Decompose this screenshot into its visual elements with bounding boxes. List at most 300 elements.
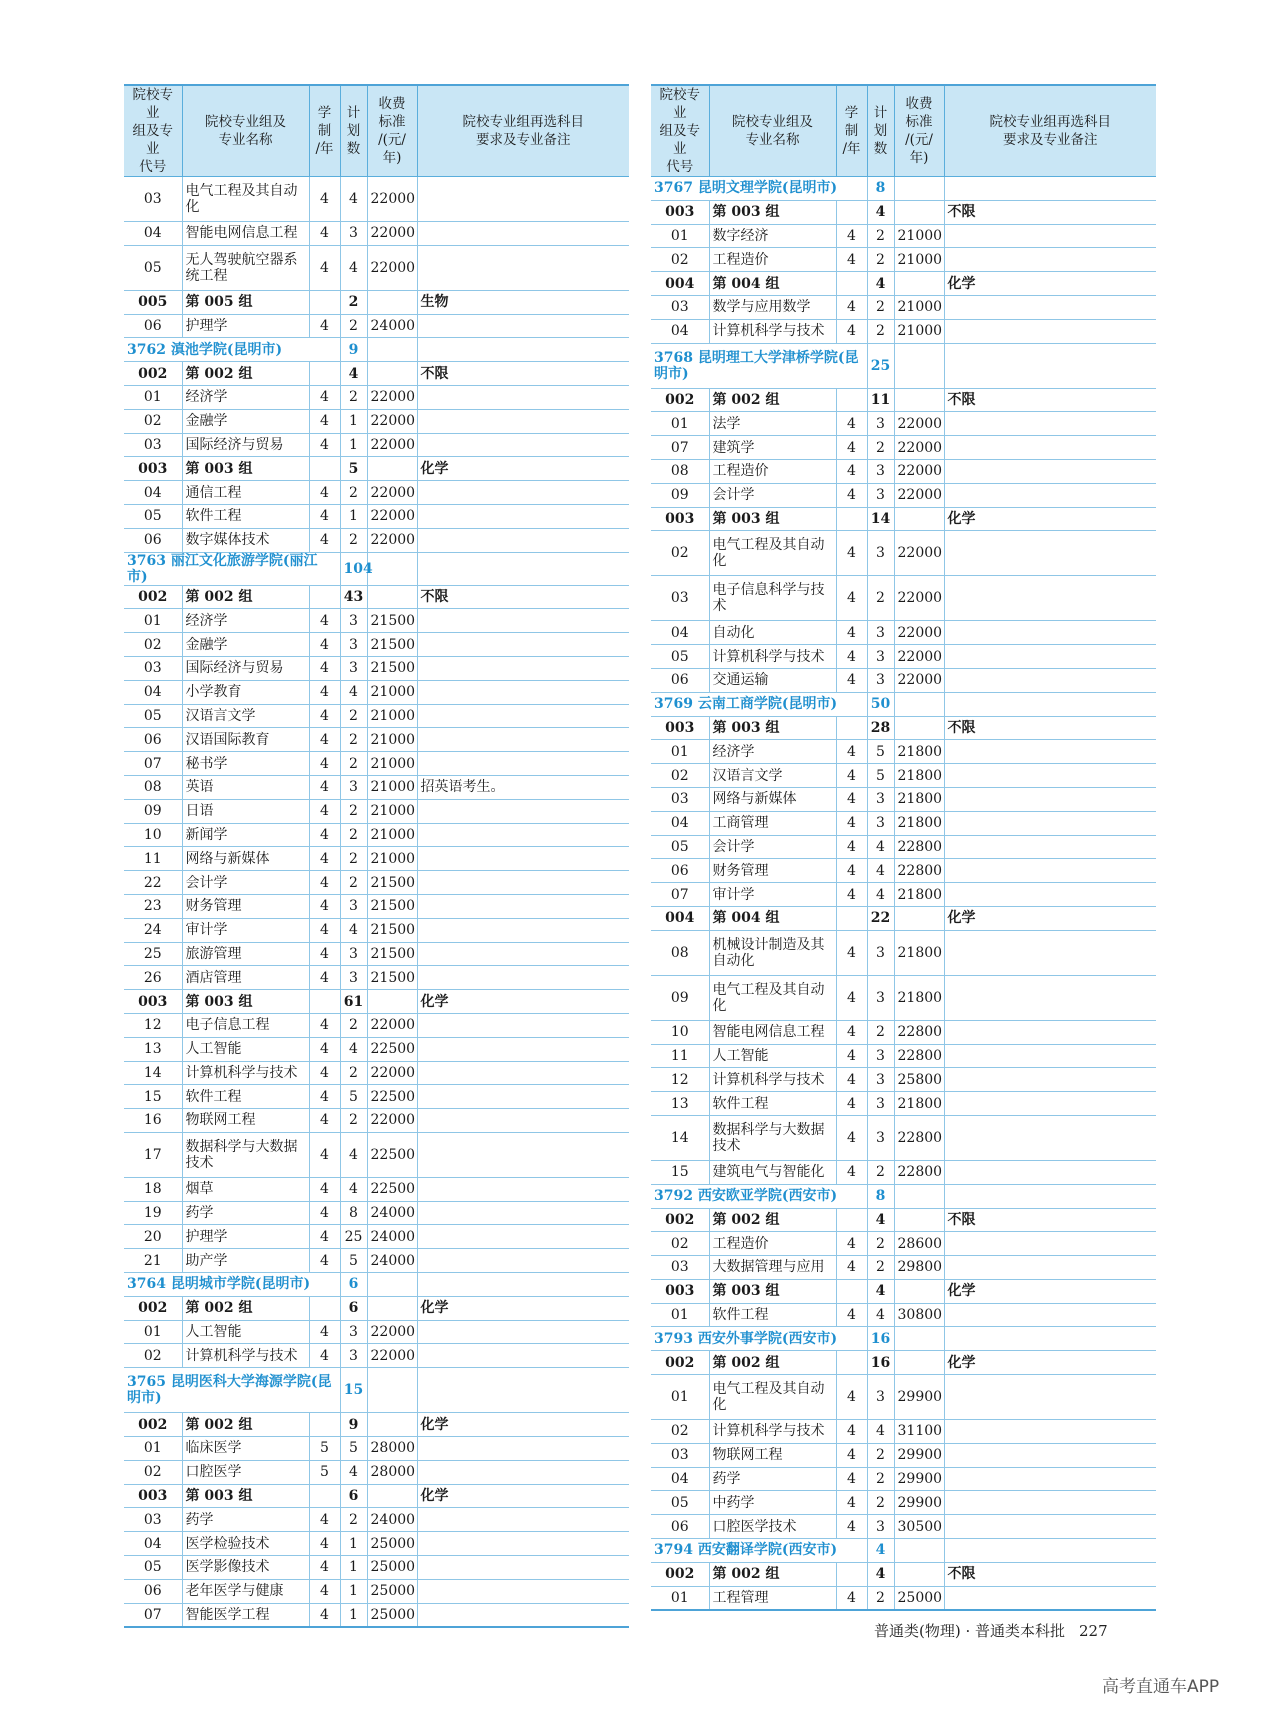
name-cell: 人工智能: [709, 1044, 836, 1068]
code-cell: 03: [124, 1508, 182, 1532]
years-cell: 4: [309, 1061, 340, 1085]
years-cell: 4: [309, 1201, 340, 1225]
code-cell: 004: [651, 906, 709, 930]
requirement-cell: [417, 245, 629, 290]
years-cell: [836, 1562, 867, 1586]
major-row: [124, 894, 629, 918]
name-cell: 计算机科学与技术: [709, 319, 836, 343]
fee-cell: [367, 585, 417, 609]
fee-cell: 22800: [894, 835, 944, 859]
plan-cell: 4: [867, 1303, 894, 1327]
years-cell: 4: [836, 1160, 867, 1184]
years-cell: 4: [836, 436, 867, 460]
name-cell: 建筑学: [709, 436, 836, 460]
code-cell: 14: [651, 1115, 709, 1160]
major-row: [651, 835, 1156, 859]
plan-cell: 2: [867, 1256, 894, 1280]
fee-cell: 21000: [894, 248, 944, 272]
name-cell: 护理学: [182, 314, 309, 338]
code-cell: 003: [124, 1484, 182, 1508]
years-cell: 4: [309, 1249, 340, 1273]
code-cell: 05: [124, 704, 182, 728]
fee-cell: [367, 457, 417, 481]
major-row: [124, 1460, 629, 1484]
name-cell: 药学: [182, 1508, 309, 1532]
major-row: [124, 871, 629, 895]
name-cell: 交通运输: [709, 668, 836, 692]
plan-cell: 2: [340, 314, 367, 338]
major-row: [124, 728, 629, 752]
code-cell: 26: [124, 966, 182, 990]
school-name: 3768 昆明理工大学津桥学院(昆明市): [651, 343, 867, 388]
years-cell: 4: [309, 680, 340, 704]
years-cell: 4: [836, 859, 867, 883]
name-cell: 经济学: [182, 609, 309, 633]
plan-cell: 14: [867, 507, 894, 531]
major-row: [124, 1201, 629, 1225]
name-cell: 智能医学工程: [182, 1603, 309, 1627]
code-cell: 04: [651, 1467, 709, 1491]
page-number: 227: [1079, 1622, 1108, 1640]
years-cell: 4: [309, 1085, 340, 1109]
major-row: [651, 764, 1156, 788]
fee-cell: 22000: [367, 1320, 417, 1344]
years-cell: 4: [309, 481, 340, 505]
fee-cell: 22000: [894, 668, 944, 692]
code-cell: 01: [651, 412, 709, 436]
requirement-cell: [944, 459, 1156, 483]
requirement-cell: [417, 704, 629, 728]
fee-cell: 29900: [894, 1375, 944, 1420]
requirement-cell: [944, 1092, 1156, 1116]
years-cell: 4: [836, 1020, 867, 1044]
fee-cell: 29900: [894, 1443, 944, 1467]
name-cell: 金融学: [182, 633, 309, 657]
group-row: [651, 1279, 1156, 1303]
plan-cell: 3: [340, 894, 367, 918]
years-cell: 4: [309, 245, 340, 290]
header-fee: 收费 标准 /(元/年): [894, 85, 944, 177]
header-years: 学 制 /年: [836, 85, 867, 177]
code-cell: 01: [651, 224, 709, 248]
name-cell: 汉语国际教育: [182, 728, 309, 752]
name-cell: 汉语言文学: [182, 704, 309, 728]
name-cell: 物联网工程: [182, 1109, 309, 1133]
years-cell: [309, 1413, 340, 1437]
major-row: [651, 1068, 1156, 1092]
years-cell: 4: [309, 942, 340, 966]
code-cell: 11: [124, 847, 182, 871]
years-cell: 4: [309, 1320, 340, 1344]
years-cell: 4: [836, 1256, 867, 1280]
fee-cell: 30800: [894, 1303, 944, 1327]
major-row: [124, 1085, 629, 1109]
years-cell: 4: [309, 894, 340, 918]
school-plan-count: 25: [867, 343, 894, 388]
fee-cell: 29800: [894, 1256, 944, 1280]
major-row: [124, 1508, 629, 1532]
code-cell: 06: [124, 1579, 182, 1603]
years-cell: 4: [836, 1044, 867, 1068]
years-cell: [309, 290, 340, 314]
plan-cell: 2: [340, 871, 367, 895]
name-cell: 计算机科学与技术: [182, 1061, 309, 1085]
plan-cell: 4: [340, 1037, 367, 1061]
major-row: [124, 775, 629, 799]
fee-cell: 22000: [367, 1109, 417, 1133]
plan-cell: 2: [340, 1061, 367, 1085]
plan-cell: 3: [340, 1344, 367, 1368]
years-cell: 4: [309, 871, 340, 895]
fee-cell: 21000: [367, 680, 417, 704]
code-cell: 01: [651, 740, 709, 764]
name-cell: 秘书学: [182, 752, 309, 776]
major-row: [651, 1020, 1156, 1044]
requirement-cell: [944, 1115, 1156, 1160]
plan-cell: 3: [867, 531, 894, 576]
plan-cell: 2: [340, 752, 367, 776]
code-cell: 06: [124, 314, 182, 338]
name-cell: 汉语言文学: [709, 764, 836, 788]
years-cell: [309, 362, 340, 386]
name-cell: 第 003 组: [709, 200, 836, 224]
requirement-cell: [417, 942, 629, 966]
school-row: [651, 1539, 1156, 1563]
code-cell: 02: [124, 633, 182, 657]
empty-cell: [944, 1184, 1156, 1208]
footer-section: 普通类(物理) · 普通类本科批: [874, 1622, 1066, 1640]
major-row: [124, 1344, 629, 1368]
requirement-cell: [417, 1109, 629, 1133]
plan-cell: 6: [340, 1296, 367, 1320]
fee-cell: [894, 1562, 944, 1586]
years-cell: 4: [836, 1491, 867, 1515]
fee-cell: 25800: [894, 1068, 944, 1092]
fee-cell: 28000: [367, 1437, 417, 1461]
group-row: [124, 585, 629, 609]
code-cell: 01: [124, 1320, 182, 1344]
school-name: 3792 西安欧亚学院(西安市): [651, 1184, 867, 1208]
plan-cell: 4: [340, 1132, 367, 1177]
code-cell: 002: [651, 1351, 709, 1375]
fee-cell: 22000: [894, 645, 944, 669]
name-cell: 数学与应用数学: [709, 295, 836, 319]
years-cell: 4: [309, 704, 340, 728]
major-row: [124, 1037, 629, 1061]
requirement-cell: [417, 918, 629, 942]
major-row: [124, 704, 629, 728]
name-cell: 智能电网信息工程: [709, 1020, 836, 1044]
fee-cell: [894, 388, 944, 412]
years-cell: [836, 906, 867, 930]
years-cell: 4: [309, 1603, 340, 1627]
requirement-cell: [417, 609, 629, 633]
major-row: [651, 1115, 1156, 1160]
code-cell: 05: [124, 245, 182, 290]
plan-cell: 3: [867, 412, 894, 436]
code-cell: 06: [124, 528, 182, 552]
name-cell: 烟草: [182, 1177, 309, 1201]
years-cell: 4: [309, 222, 340, 246]
requirement-cell: [944, 319, 1156, 343]
fee-cell: 22000: [894, 531, 944, 576]
right-table-column: [651, 84, 1156, 1611]
name-cell: 医学检验技术: [182, 1532, 309, 1556]
name-cell: 第 002 组: [182, 362, 309, 386]
fee-cell: 21000: [367, 847, 417, 871]
major-row: [124, 966, 629, 990]
name-cell: 人工智能: [182, 1320, 309, 1344]
plan-cell: 5: [867, 764, 894, 788]
major-row: [651, 883, 1156, 907]
name-cell: 第 003 组: [709, 1279, 836, 1303]
years-cell: 4: [309, 656, 340, 680]
major-row: [651, 1443, 1156, 1467]
plan-cell: 11: [867, 388, 894, 412]
name-cell: 财务管理: [182, 894, 309, 918]
header-code: 院校专业 组及专业 代号: [124, 85, 182, 177]
plan-cell: 3: [867, 811, 894, 835]
name-cell: 第 003 组: [182, 457, 309, 481]
fee-cell: 25000: [367, 1579, 417, 1603]
name-cell: 会计学: [709, 835, 836, 859]
school-plan-count: 15: [340, 1368, 367, 1413]
plan-cell: 3: [867, 621, 894, 645]
name-cell: 第 002 组: [182, 1413, 309, 1437]
requirement-cell: [417, 481, 629, 505]
fee-cell: 21500: [367, 966, 417, 990]
requirement-cell: 化学: [417, 1484, 629, 1508]
fee-cell: 22000: [367, 222, 417, 246]
requirement-cell: [944, 835, 1156, 859]
plan-cell: 3: [867, 1375, 894, 1420]
plan-cell: 43: [340, 585, 367, 609]
requirement-cell: [417, 1085, 629, 1109]
code-cell: 04: [651, 811, 709, 835]
plan-cell: 1: [340, 1532, 367, 1556]
name-cell: 电子信息科学与技术: [709, 576, 836, 621]
requirement-cell: [944, 1586, 1156, 1610]
code-cell: 23: [124, 894, 182, 918]
fee-cell: 31100: [894, 1420, 944, 1444]
fee-cell: 21500: [367, 609, 417, 633]
empty-cell: [894, 1327, 944, 1351]
name-cell: 经济学: [182, 385, 309, 409]
empty-cell: [367, 1273, 417, 1297]
school-name: 3763 丽江文化旅游学院(丽江市): [124, 552, 340, 585]
plan-cell: 2: [340, 847, 367, 871]
years-cell: 4: [309, 752, 340, 776]
years-cell: 4: [309, 1013, 340, 1037]
fee-cell: 21500: [367, 633, 417, 657]
requirement-cell: [944, 1068, 1156, 1092]
name-cell: 酒店管理: [182, 966, 309, 990]
plan-cell: 4: [867, 1562, 894, 1586]
code-cell: 11: [651, 1044, 709, 1068]
plan-cell: 25: [340, 1225, 367, 1249]
major-row: [651, 930, 1156, 975]
plan-cell: 1: [340, 1556, 367, 1580]
code-cell: 21: [124, 1249, 182, 1273]
fee-cell: 21500: [367, 894, 417, 918]
name-cell: 电气工程及其自动化: [182, 177, 309, 222]
years-cell: 4: [309, 1344, 340, 1368]
years-cell: 4: [836, 764, 867, 788]
fee-cell: 21000: [367, 728, 417, 752]
name-cell: 药学: [709, 1467, 836, 1491]
major-row: [124, 1532, 629, 1556]
fee-cell: 21800: [894, 811, 944, 835]
name-cell: 数据科学与大数据技术: [709, 1115, 836, 1160]
code-cell: 002: [651, 1208, 709, 1232]
years-cell: 4: [309, 823, 340, 847]
code-cell: 24: [124, 918, 182, 942]
plan-cell: 3: [867, 1044, 894, 1068]
name-cell: 英语: [182, 775, 309, 799]
group-row: [124, 1413, 629, 1437]
major-row: [124, 481, 629, 505]
plan-cell: 2: [867, 1232, 894, 1256]
school-plan-count: 8: [867, 177, 894, 201]
empty-cell: [894, 692, 944, 716]
requirement-cell: [417, 752, 629, 776]
plan-cell: 4: [340, 680, 367, 704]
fee-cell: 24000: [367, 314, 417, 338]
years-cell: 4: [309, 1037, 340, 1061]
fee-cell: 21800: [894, 1092, 944, 1116]
years-cell: [309, 1296, 340, 1320]
table-header-row: [124, 85, 629, 177]
requirement-cell: [417, 1177, 629, 1201]
group-row: [124, 990, 629, 1014]
plan-cell: 2: [340, 528, 367, 552]
left-table-body: [124, 177, 629, 1628]
plan-cell: 3: [867, 1515, 894, 1539]
header-requirements: 院校专业组再选科目 要求及专业备注: [417, 85, 629, 177]
name-cell: 计算机科学与技术: [709, 645, 836, 669]
plan-cell: 2: [867, 224, 894, 248]
code-cell: 09: [651, 483, 709, 507]
requirement-cell: 化学: [417, 1413, 629, 1437]
major-row: [651, 295, 1156, 319]
requirement-cell: [944, 1232, 1156, 1256]
major-row: [651, 811, 1156, 835]
requirement-cell: [944, 1256, 1156, 1280]
major-row: [651, 1303, 1156, 1327]
years-cell: 4: [836, 531, 867, 576]
name-cell: 日语: [182, 799, 309, 823]
name-cell: 第 005 组: [182, 290, 309, 314]
fee-cell: 22800: [894, 1020, 944, 1044]
name-cell: 会计学: [709, 483, 836, 507]
years-cell: 4: [309, 504, 340, 528]
years-cell: 4: [836, 975, 867, 1020]
fee-cell: 29900: [894, 1491, 944, 1515]
name-cell: 物联网工程: [709, 1443, 836, 1467]
name-cell: 护理学: [182, 1225, 309, 1249]
name-cell: 小学教育: [182, 680, 309, 704]
plan-cell: 2: [867, 1443, 894, 1467]
requirement-cell: [417, 847, 629, 871]
years-cell: 4: [836, 1375, 867, 1420]
empty-cell: [894, 1539, 944, 1563]
plan-cell: 4: [340, 245, 367, 290]
empty-cell: [417, 1368, 629, 1413]
header-name: 院校专业组及 专业名称: [709, 85, 836, 177]
fee-cell: [894, 200, 944, 224]
plan-cell: 4: [867, 1420, 894, 1444]
code-cell: 05: [651, 645, 709, 669]
years-cell: 4: [836, 668, 867, 692]
name-cell: 大数据管理与应用: [709, 1256, 836, 1280]
empty-cell: [944, 1327, 1156, 1351]
name-cell: 电气工程及其自动化: [709, 975, 836, 1020]
fee-cell: 21000: [367, 823, 417, 847]
requirement-cell: 不限: [417, 585, 629, 609]
school-plan-count: 6: [340, 1273, 367, 1297]
plan-cell: 6: [340, 1484, 367, 1508]
plan-cell: 1: [340, 1603, 367, 1627]
name-cell: 计算机科学与技术: [709, 1068, 836, 1092]
major-row: [124, 222, 629, 246]
requirement-cell: [944, 1467, 1156, 1491]
major-row: [651, 1232, 1156, 1256]
years-cell: 4: [309, 609, 340, 633]
fee-cell: 24000: [367, 1201, 417, 1225]
fee-cell: [894, 1351, 944, 1375]
fee-cell: 21500: [367, 656, 417, 680]
school-plan-count: 104: [340, 552, 367, 585]
group-row: [124, 1296, 629, 1320]
school-row: [651, 692, 1156, 716]
major-row: [124, 1249, 629, 1273]
school-row: [651, 1327, 1156, 1351]
group-row: [651, 716, 1156, 740]
years-cell: 4: [309, 1132, 340, 1177]
years-cell: 5: [309, 1437, 340, 1461]
major-row: [651, 1256, 1156, 1280]
code-cell: 15: [651, 1160, 709, 1184]
code-cell: 04: [124, 680, 182, 704]
requirement-cell: 化学: [417, 990, 629, 1014]
plan-cell: 3: [867, 930, 894, 975]
fee-cell: 22000: [367, 1344, 417, 1368]
name-cell: 数字媒体技术: [182, 528, 309, 552]
name-cell: 财务管理: [709, 859, 836, 883]
plan-cell: 3: [867, 483, 894, 507]
code-cell: 02: [124, 409, 182, 433]
major-row: [651, 412, 1156, 436]
years-cell: [309, 457, 340, 481]
requirement-cell: 生物: [417, 290, 629, 314]
plan-cell: 3: [340, 609, 367, 633]
years-cell: [836, 200, 867, 224]
fee-cell: 21000: [367, 775, 417, 799]
code-cell: 05: [651, 835, 709, 859]
group-row: [651, 1351, 1156, 1375]
name-cell: 第 002 组: [709, 1351, 836, 1375]
name-cell: 智能电网信息工程: [182, 222, 309, 246]
requirement-cell: [944, 1020, 1156, 1044]
code-cell: 03: [651, 1256, 709, 1280]
requirement-cell: 不限: [944, 200, 1156, 224]
years-cell: 5: [309, 1460, 340, 1484]
fee-cell: 22000: [367, 385, 417, 409]
requirement-cell: [944, 483, 1156, 507]
plan-cell: 2: [867, 295, 894, 319]
empty-cell: [417, 338, 629, 362]
major-row: [651, 740, 1156, 764]
